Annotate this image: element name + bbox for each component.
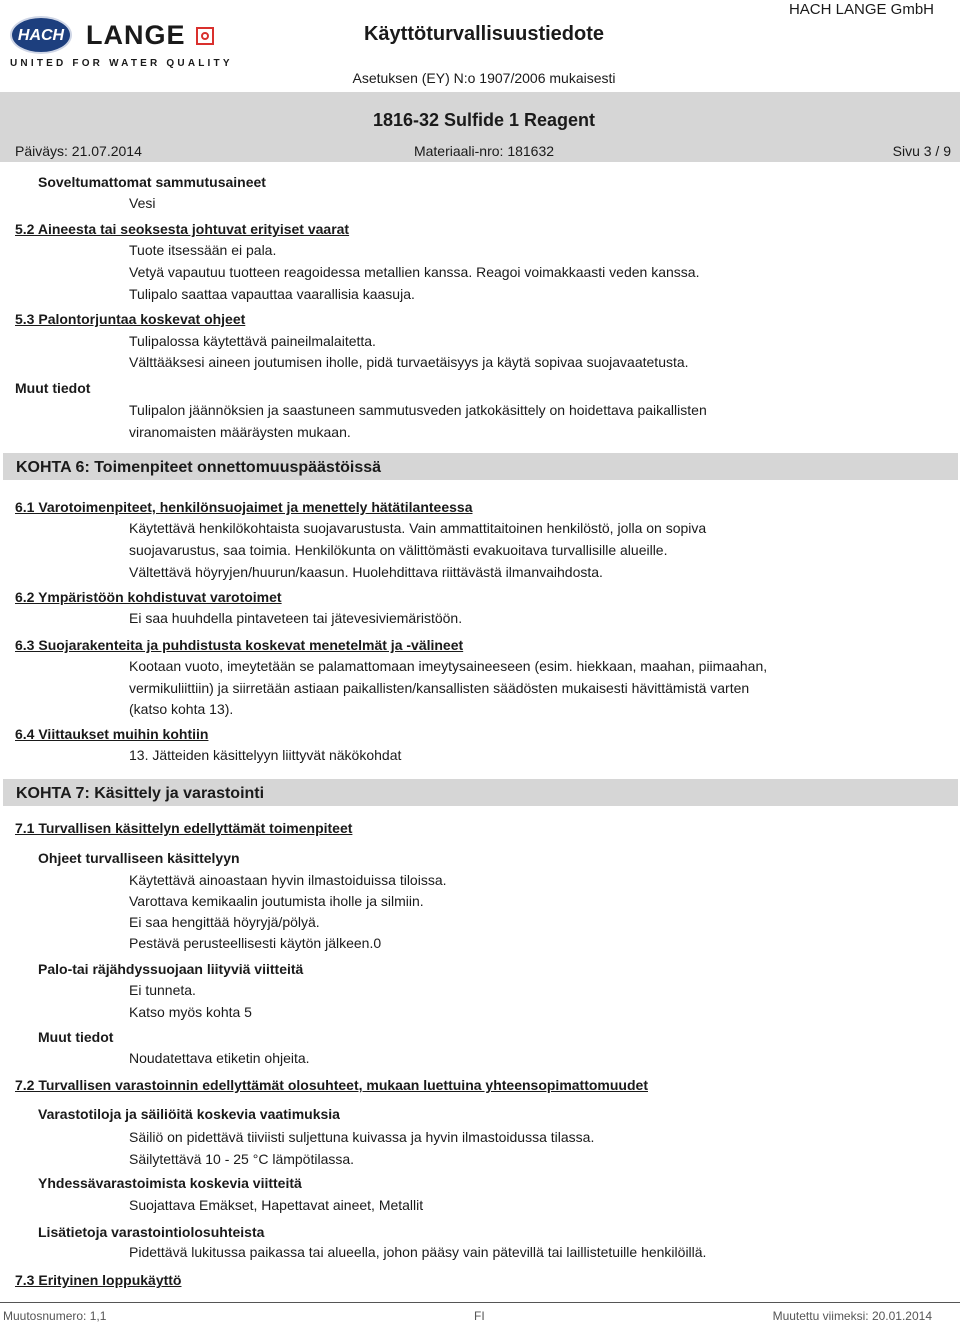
- storage-requirements-label: Varastotiloja ja säiliöitä koskevia vaatimuksia: [38, 1106, 340, 1122]
- lange-logo-text: LANGE: [86, 20, 186, 50]
- product-name: 1816-32 Sulfide 1 Reagent: [372, 110, 596, 130]
- other-info-label: Muut tiedot: [38, 1029, 114, 1045]
- fire-protection-label: Palo-tai räjähdyssuojaan liityviä viitteitä: [38, 961, 304, 977]
- logo-tagline: UNITED FOR WATER QUALITY: [10, 58, 233, 69]
- joint-storage-label: Yhdessävarastoimista koskevia viitteitä: [38, 1175, 302, 1191]
- heading-5-3: 5.3 Palontorjuntaa koskevat ohjeet: [15, 311, 246, 327]
- text-line: Katso myös kohta 5: [129, 1004, 252, 1020]
- heading-7-3: 7.3 Erityinen loppukäyttö: [15, 1272, 182, 1288]
- text-line: (katso kohta 13).: [129, 701, 234, 717]
- text-line: Varottava kemikaalin joutumista iholle ja silmiin.: [129, 893, 424, 909]
- revision-number: Muutosnumero: 1,1: [3, 1309, 107, 1323]
- heading-6-2: 6.2 Ympäristöön kohdistuvat varotoimet: [15, 589, 282, 605]
- company-name: HACH LANGE GmbH: [788, 1, 934, 18]
- regulation-text: Asetuksen (EY) N:o 1907/2006 mukaisesti: [352, 70, 616, 86]
- text-line: Ei saa huuhdella pintaveteen tai jätevesiviemäristöön.: [129, 610, 463, 626]
- footer-divider: [0, 1302, 960, 1303]
- text-line: Suojattava Emäkset, Hapettavat aineet, Metallit: [129, 1197, 424, 1213]
- text-line: Säilytettävä 10 - 25 °C lämpötilassa.: [129, 1151, 355, 1167]
- text-line: Ei tunneta.: [129, 982, 196, 998]
- language-code: FI: [474, 1309, 485, 1323]
- text-line: Välttääksesi aineen joutumisen iholle, pidä turvaetäisyys ja käytä sopivaa suojavaatetusta.: [129, 354, 689, 370]
- document-title: Käyttöturvallisuustiedote: [363, 23, 605, 45]
- text-line: viranomaisten määräysten mukaan.: [129, 424, 351, 440]
- heading-6-1: 6.1 Varotoimenpiteet, henkilönsuojaimet ja menettely hätätilanteessa: [15, 499, 473, 515]
- heading-5-2: 5.2 Aineesta tai seoksesta johtuvat erityiset vaarat: [15, 221, 350, 237]
- last-modified: Muutettu viimeksi: 20.01.2014: [772, 1309, 932, 1323]
- document-date: Päiväys: 21.07.2014: [15, 143, 142, 159]
- heading-6-4: 6.4 Viittaukset muihin kohtiin: [15, 726, 209, 742]
- text-line: Kootaan vuoto, imeytetään se palamattomaan imeytysaineeseen (esim. hiekkaan, maahan, piimaahan,: [129, 658, 768, 674]
- text-line: Ei saa hengittää höyryjä/pölyä.: [129, 914, 320, 930]
- text-line: Pestävä perusteellisesti käytön jälkeen.0: [129, 935, 382, 951]
- section-6-header: KOHTA 6: Toimenpiteet onnettomuuspäästöissä: [3, 453, 958, 480]
- heading-7-1: 7.1 Turvallisen käsittelyn edellyttämät toimenpiteet: [15, 820, 353, 836]
- text-line: vermikuliittiin) ja siirretään astiaan paikallisten/kansallisten säädösten mukaisesti hävittämistä varten: [129, 680, 750, 696]
- heading-6-3: 6.3 Suojarakenteita ja puhdistusta koskevat menetelmät ja -välineet: [15, 637, 464, 653]
- text-line: Noudatettava etiketin ohjeita.: [129, 1050, 310, 1066]
- material-number: Materiaali-nro: 181632: [413, 143, 555, 159]
- text-line: Pidettävä lukitussa paikassa tai alueella, johon pääsy vain pätevillä tai laillistetuille henkilöillä.: [129, 1244, 707, 1260]
- safe-handling-label: Ohjeet turvalliseen käsittelyyn: [38, 850, 240, 866]
- text-line: Käytettävä ainoastaan hyvin ilmastoiduissa tiloissa.: [129, 872, 447, 888]
- text-line: Käytettävä henkilökohtaista suojavarustusta. Vain ammattitaitoinen henkilöstö, jolla on sopiva: [129, 520, 707, 536]
- unsuitable-agents-label: Soveltumattomat sammutusaineet: [38, 174, 266, 190]
- storage-extra-label: Lisätietoja varastointiolosuhteista: [38, 1224, 265, 1240]
- text-line: Vältettävä höyryjen/huurun/kaasun. Huolehdittava riittävästä ilmanvaihdosta.: [129, 564, 603, 580]
- heading-7-2: 7.2 Turvallisen varastoinnin edellyttämät olosuhteet, mukaan luettuina yhteensopimattomuudet: [15, 1077, 648, 1093]
- unsuitable-agents-value: Vesi: [129, 195, 156, 211]
- page-number: Sivu 3 / 9: [892, 143, 951, 159]
- text-line: suojavarustus, saa toimia. Henkilökunta on välittömästi evakuoitava turvallisille alueille.: [129, 542, 668, 558]
- other-info-label: Muut tiedot: [15, 380, 91, 396]
- text-line: Tuote itsessään ei pala.: [129, 242, 277, 258]
- text-line: Tulipalossa käytettävä paineilmalaitetta.: [129, 333, 376, 349]
- hach-logo: HACH: [10, 16, 72, 54]
- section-7-header: KOHTA 7: Käsittely ja varastointi: [3, 779, 958, 806]
- text-line: Tulipalo saattaa vapauttaa vaarallisia kaasuja.: [129, 286, 415, 302]
- text-line: Vetyä vapautuu tuotteen reagoidessa metallien kanssa. Reagoi voimakkaasti veden kanssa.: [129, 264, 700, 280]
- text-line: Tulipalon jäännöksien ja saastuneen sammutusveden jatkokäsittely on hoidettava paikallisten: [129, 402, 707, 418]
- text-line: Säiliö on pidettävä tiiviisti suljettuna kuivassa ja hyvin ilmastoidussa tilassa.: [129, 1129, 595, 1145]
- text-line: 13. Jätteiden käsittelyyn liittyvät näkökohdat: [129, 747, 402, 763]
